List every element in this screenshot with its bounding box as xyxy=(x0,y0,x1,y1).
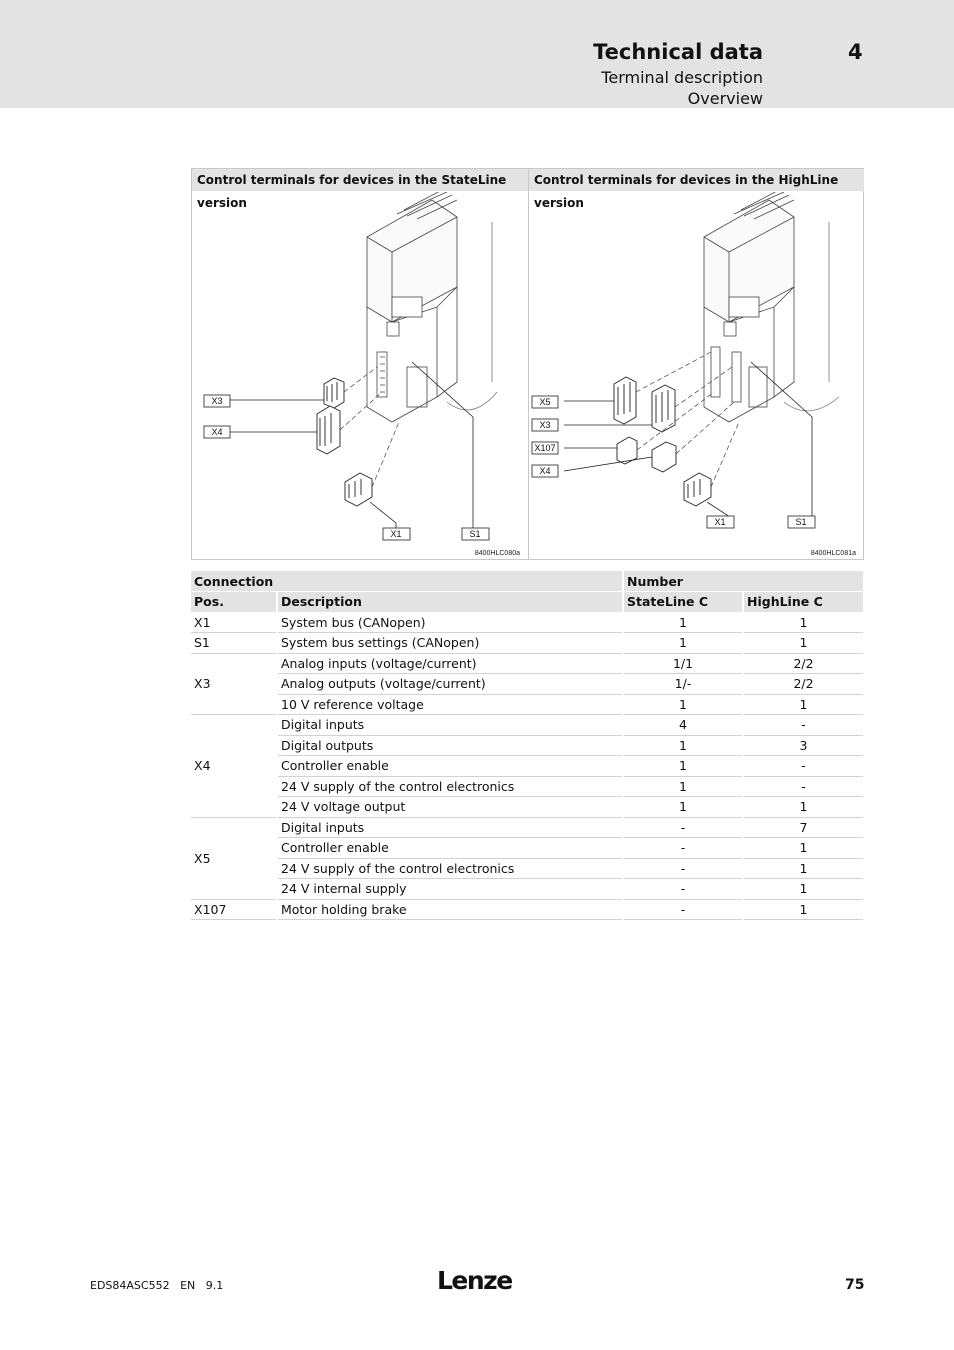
label-x4: X4 xyxy=(539,466,551,476)
description-header: Description xyxy=(277,592,623,613)
terminal-description: 24 V supply of the control electronics xyxy=(277,858,623,879)
lenze-logo xyxy=(437,1264,517,1294)
table-row xyxy=(191,612,864,633)
page-title: Technical data xyxy=(593,40,763,64)
label-x5: X5 xyxy=(539,397,551,407)
stateline-count: 1 xyxy=(623,776,743,797)
terminal-description: System bus (CANopen) xyxy=(277,612,623,633)
table-body xyxy=(191,612,864,920)
highline-header: HighLine C xyxy=(743,592,864,613)
page-number: 75 xyxy=(845,1277,865,1293)
terminal-description: Motor holding brake xyxy=(277,899,623,920)
terminal-description: Controller enable xyxy=(277,838,623,859)
terminal-table xyxy=(191,571,865,920)
terminal-description: Digital inputs xyxy=(277,715,623,736)
terminal-position: S1 xyxy=(191,633,277,654)
stateline-count: 4 xyxy=(623,715,743,736)
figure-code-left: 8400HLC080a xyxy=(474,550,520,557)
stateline-count: 1 xyxy=(623,612,743,633)
table-subheader-row xyxy=(191,592,864,613)
highline-count: - xyxy=(743,756,864,777)
highline-count: - xyxy=(743,715,864,736)
highline-count: 2/2 xyxy=(743,674,864,695)
highline-figure-heading: Control terminals for devices in the HighLine version xyxy=(529,169,864,191)
number-header: Number xyxy=(623,571,864,592)
section-title: Terminal description xyxy=(601,68,763,87)
terminal-description: Analog outputs (voltage/current) xyxy=(277,674,623,695)
stateline-count: - xyxy=(623,858,743,879)
terminal-figure xyxy=(191,168,864,560)
stateline-figure-heading: Control terminals for devices in the StateLine version xyxy=(192,169,528,191)
terminal-position: X1 xyxy=(191,612,277,633)
stateline-device-illustration xyxy=(192,192,528,560)
highline-device-illustration xyxy=(529,192,864,560)
header-band xyxy=(0,0,954,108)
highline-count: 1 xyxy=(743,797,864,818)
terminal-description: 24 V voltage output xyxy=(277,797,623,818)
label-x3: X3 xyxy=(539,420,551,430)
stateline-count: 1/1 xyxy=(623,653,743,674)
terminal-description: Digital inputs xyxy=(277,817,623,838)
terminal-description: 24 V internal supply xyxy=(277,879,623,900)
highline-count: 7 xyxy=(743,817,864,838)
stateline-count: - xyxy=(623,817,743,838)
label-x1: X1 xyxy=(390,529,402,539)
stateline-count: 1 xyxy=(623,633,743,654)
table-row xyxy=(191,735,864,756)
table-row xyxy=(191,797,864,818)
highline-count: 1 xyxy=(743,899,864,920)
table-row xyxy=(191,838,864,859)
connection-header: Connection xyxy=(191,571,623,592)
highline-count: 1 xyxy=(743,694,864,715)
highline-count: 3 xyxy=(743,735,864,756)
terminal-position: X107 xyxy=(191,899,277,920)
stateline-count: 1 xyxy=(623,735,743,756)
label-x4: X4 xyxy=(211,427,223,437)
highline-count: 1 xyxy=(743,879,864,900)
table-row xyxy=(191,653,864,674)
stateline-header: StateLine C xyxy=(623,592,743,613)
document-id: EDS84ASC552 EN 9.1 xyxy=(90,1279,224,1292)
table-row xyxy=(191,633,864,654)
figure-code-right: 8400HLC081a xyxy=(810,550,856,557)
svg-text:Lenze: Lenze xyxy=(437,1266,512,1294)
stateline-count: 1 xyxy=(623,694,743,715)
chapter-number: 4 xyxy=(848,40,863,64)
table-row xyxy=(191,715,864,736)
stateline-count: - xyxy=(623,879,743,900)
highline-count: 1 xyxy=(743,633,864,654)
terminal-description: Controller enable xyxy=(277,756,623,777)
table-row xyxy=(191,879,864,900)
stateline-count: - xyxy=(623,899,743,920)
terminal-description: Digital outputs xyxy=(277,735,623,756)
label-x107: X107 xyxy=(534,443,556,453)
subsection-title: Overview xyxy=(687,89,763,108)
terminal-description: 24 V supply of the control electronics xyxy=(277,776,623,797)
terminal-description: System bus settings (CANopen) xyxy=(277,633,623,654)
highline-count: 1 xyxy=(743,858,864,879)
terminal-position: X5 xyxy=(191,817,277,899)
highline-count: 1 xyxy=(743,612,864,633)
table-row xyxy=(191,817,864,838)
table-row xyxy=(191,694,864,715)
highline-count: - xyxy=(743,776,864,797)
label-x1: X1 xyxy=(714,517,726,527)
label-s1: S1 xyxy=(795,517,807,527)
terminal-position: X4 xyxy=(191,715,277,818)
label-x3: X3 xyxy=(211,396,223,406)
stateline-count: 1 xyxy=(623,797,743,818)
label-s1: S1 xyxy=(469,529,481,539)
pos-header: Pos. xyxy=(191,592,277,613)
table-row xyxy=(191,858,864,879)
table-row xyxy=(191,899,864,920)
table-row xyxy=(191,756,864,777)
stateline-count: 1 xyxy=(623,756,743,777)
highline-count: 2/2 xyxy=(743,653,864,674)
table-header-row xyxy=(191,571,864,592)
terminal-position: X3 xyxy=(191,653,277,715)
terminal-description: 10 V reference voltage xyxy=(277,694,623,715)
stateline-count: 1/- xyxy=(623,674,743,695)
stateline-count: - xyxy=(623,838,743,859)
table-row xyxy=(191,674,864,695)
table-row xyxy=(191,776,864,797)
terminal-description: Analog inputs (voltage/current) xyxy=(277,653,623,674)
highline-count: 1 xyxy=(743,838,864,859)
